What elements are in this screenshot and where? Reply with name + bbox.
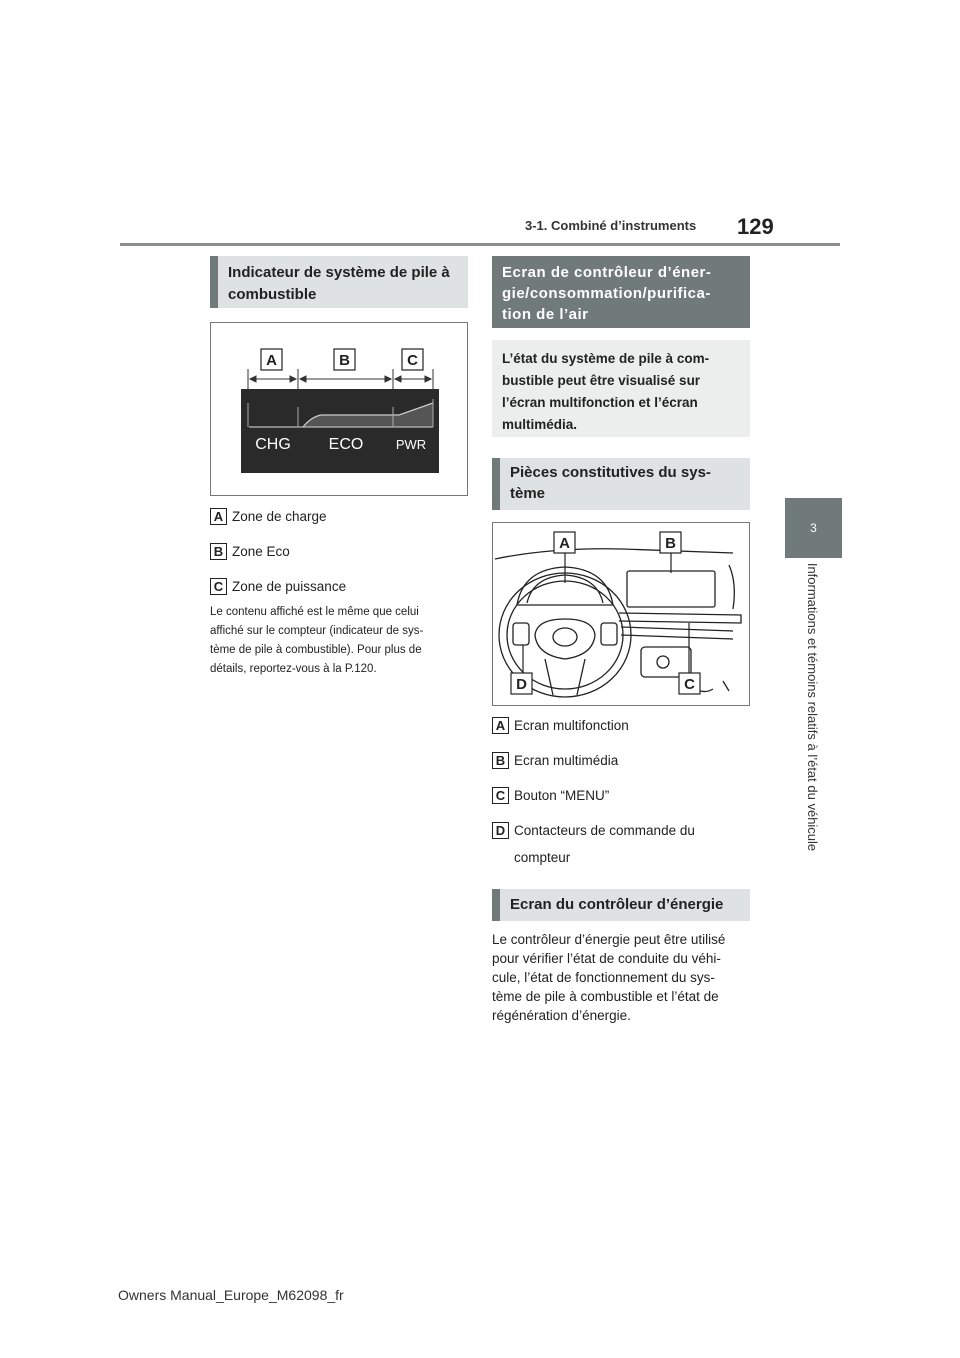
- legend-text: Ecran multimédia: [514, 753, 619, 768]
- chapter-number: 3: [810, 521, 817, 535]
- legend-item: [210, 508, 327, 525]
- legend-letter: C: [210, 578, 227, 595]
- page-number: 129: [737, 214, 774, 239]
- legend-item: [492, 822, 695, 839]
- callout-c: C: [407, 352, 418, 369]
- callout-d: D: [516, 676, 527, 693]
- section-title-components: [492, 458, 750, 510]
- legend-item: [210, 543, 290, 560]
- legend-letter: B: [210, 543, 227, 560]
- dimension-arrows: [250, 376, 431, 382]
- fuel-cell-indicator-illustration: [211, 323, 467, 495]
- legend-item: [492, 752, 618, 769]
- legend-text: Contacteurs de commande du: [514, 823, 695, 838]
- note-line: Le contenu affiché est le même que celui: [210, 606, 419, 618]
- section-heading: 3-1. Combiné d’instruments: [525, 218, 697, 233]
- section-title-line: Ecran de contrôleur d’éner-: [502, 264, 712, 281]
- energy-controller-paragraph: [492, 930, 754, 1025]
- intro-line: L’état du système de pile à com-: [502, 351, 710, 366]
- callout-a: A: [266, 352, 277, 369]
- display-label-eco: ECO: [328, 436, 364, 453]
- indicator-display: [241, 389, 439, 473]
- meter-switch-left: [513, 623, 529, 645]
- display-label-pwr: PWR: [395, 437, 427, 452]
- note-text: [210, 603, 470, 679]
- para-line: pour vérifier l’état de conduite du véhi-: [492, 951, 721, 966]
- dash-top-line: [495, 549, 733, 559]
- legend-letter: C: [492, 787, 509, 804]
- legend-letter: B: [492, 752, 509, 769]
- intro-line: l’écran multifonction et l’écran: [502, 395, 698, 410]
- meter-switch-right: [601, 623, 617, 645]
- section-title-fuel-cell-indicator: Indicateur de système de pile à combustible: [210, 256, 468, 308]
- legend-text: Ecran multifonction: [514, 718, 629, 733]
- dashboard-figure: [492, 522, 750, 706]
- intro-text-box: [492, 340, 750, 437]
- note-line: détails, reportez-vous à la P.120.: [210, 663, 377, 675]
- para-line: tème de pile à combustible et l’état de: [492, 989, 719, 1004]
- section-title-line: Pièces constitutives du sys-: [510, 464, 711, 481]
- section-title-energy-controller: Ecran du contrôleur d’énergie: [492, 889, 750, 921]
- legend-item: [210, 578, 346, 595]
- section-title-line: tème: [510, 485, 546, 502]
- legend-text: Bouton “MENU”: [514, 788, 610, 803]
- legend-text: Zone Eco: [232, 544, 290, 559]
- para-line: cule, l’état de fonctionnement du sys-: [492, 970, 715, 985]
- legend-letter: A: [210, 508, 227, 525]
- note-line: affiché sur le compteur (indicateur de sys-: [210, 625, 424, 637]
- para-line: régénération d’énergie.: [492, 1008, 631, 1023]
- legend-item: [492, 717, 629, 734]
- display-label-chg: CHG: [255, 436, 291, 453]
- fuel-cell-indicator-figure: [210, 322, 468, 496]
- legend-letter: D: [492, 822, 509, 839]
- intro-line: bustible peut être visualisé sur: [502, 373, 701, 388]
- menu-button: [657, 656, 669, 668]
- section-title-line: tion de l’air: [502, 306, 589, 323]
- legend-item: [492, 787, 609, 804]
- callout-b: B: [339, 352, 350, 369]
- callout-c: C: [684, 676, 695, 693]
- legend-text: Zone de puissance: [232, 579, 347, 594]
- para-line: Le contrôleur d’énergie peut être utilisé: [492, 932, 726, 947]
- callout-b: B: [665, 535, 676, 552]
- intro-line: multimédia.: [502, 417, 578, 432]
- legend-text: Zone de charge: [232, 509, 327, 524]
- section-title-line: gie/consommation/purifica-: [502, 285, 711, 302]
- section-title-energy-monitor: [492, 256, 750, 328]
- legend-continuation: compteur: [514, 850, 571, 865]
- chapter-title: Informations et témoins relatifs à l’état du véhicule: [805, 562, 820, 852]
- note-line: tème de pile à combustible). Pour plus de: [210, 644, 422, 656]
- header-rule: [120, 243, 840, 246]
- dashboard-illustration: [493, 523, 749, 705]
- multimedia-screen: [627, 571, 715, 607]
- legend-letter: A: [492, 717, 509, 734]
- footer-text: Owners Manual_Europe_M62098_fr: [118, 1287, 344, 1303]
- callout-a: A: [559, 535, 570, 552]
